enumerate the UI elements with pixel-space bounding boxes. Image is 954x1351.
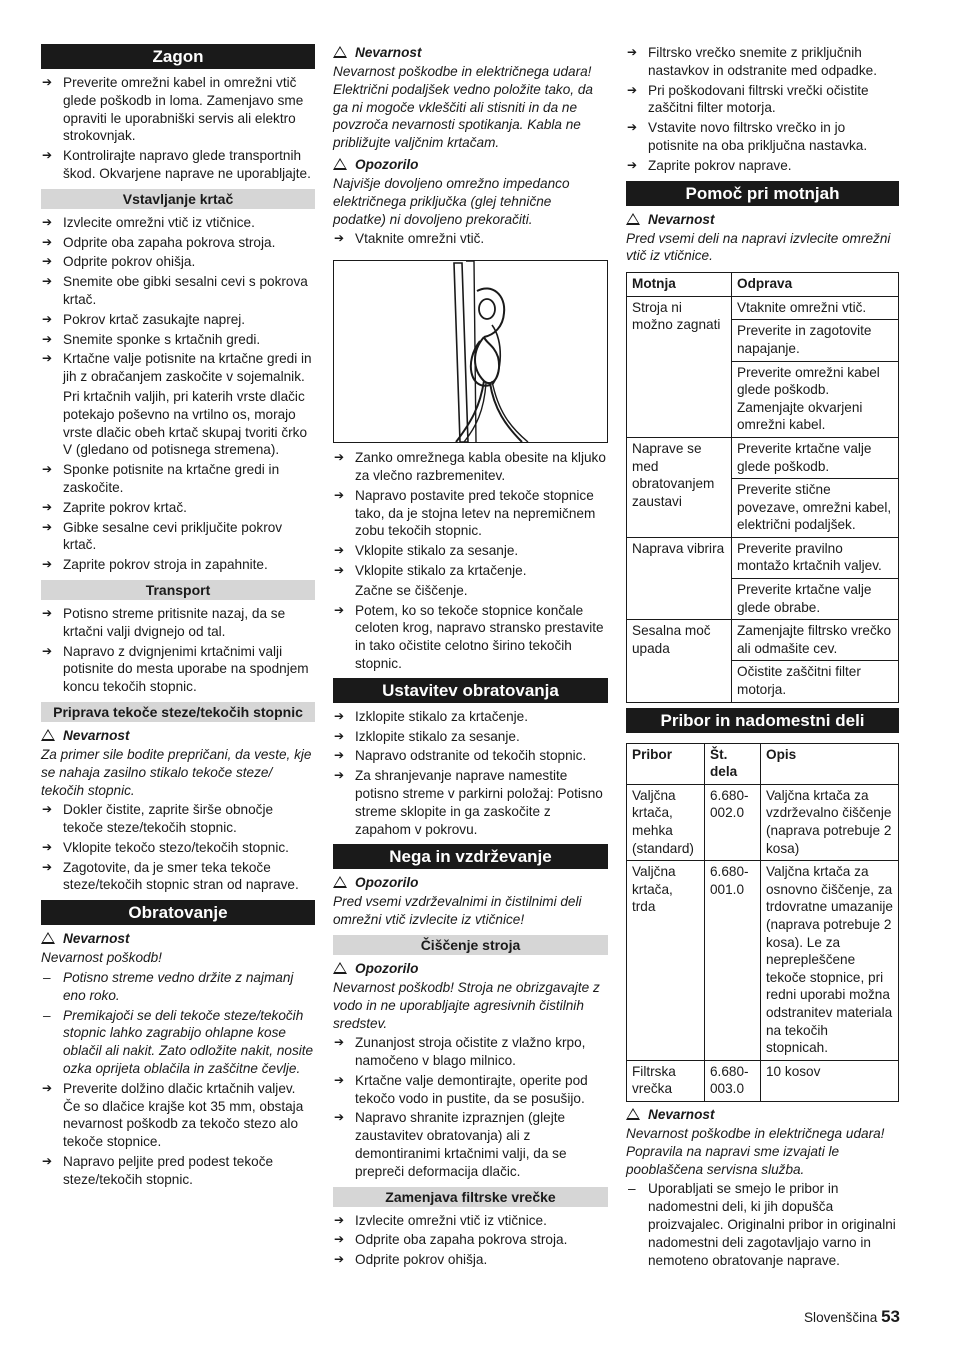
list-item: ➔ Odprite pokrov ohišja. <box>41 253 315 271</box>
table-row <box>627 784 899 860</box>
section-heading-ustavitev: Ustavitev obratovanja <box>333 678 608 703</box>
table-header: Pribor <box>627 743 705 784</box>
list-item: ➔ Napravo shranite izpraznjen (glejte zaustavitev obratovanja) ali z demontiranimi krtačnimi valji, da se prepreči deformacija dlačic. <box>333 1109 608 1180</box>
arrow-list <box>41 461 315 574</box>
list-item: ➔ Napravo z dvignjenimi krtačnimi valji potisnite do mesta uporabe na spodnjem koncu tekočih stopnic. <box>41 643 315 696</box>
list-item: ➔ Za shranjevanje naprave namestite potisno streme v parkirni položaj: Potisno streme sklopite in ga zaskočite z zapahom v pokrovu. <box>333 767 608 838</box>
continuation-text: Pri krtačnih valjih, pri katerih vrste dlačic potekajo poševno na vrtilno os, morajo vrste dlačic obeh krtač skupaj tvoriti črko V (gledano od potisnega stremena). <box>63 388 308 458</box>
warning-text: Za primer sile bodite prepričani, da veste, kje se nahaja zasilno stikalo tekoče steze/ tekočih stopnic. <box>41 746 312 798</box>
column-1 <box>41 44 315 1191</box>
table-cell: Valjčna krtača za osnovno čiščenje, za trdovratne umazanije (naprava potrebuje 2 kosa). Le za neprepleščene tekoče stopnice, pri redni uporabi možna odstranitev materiala na tekočih stopnicah. <box>761 861 899 1061</box>
warning-triangle-icon <box>333 962 347 974</box>
list-item: ➔ Filtrsko vrečko snemite z priključnih nastavkov in odstranite med odpadke. <box>626 44 899 80</box>
list-item: ➔ Preverite dolžino dlačic krtačnih valjev. Če so dlačice krajše kot 35 mm, obstaja nevarnost poškodb za tekočo stezo alo tekoče stopnice. <box>41 1080 315 1151</box>
warning-text: Pred vsemi vzdrževalnimi in čistilnimi deli omrežni vtič izvlecite iz vtičnice! <box>333 894 582 928</box>
warning-title: Opozorilo <box>333 874 608 892</box>
table-cell: Valjčna krtača za vzdrževalno čiščenje (naprava potrebuje 2 kosa) <box>761 784 899 860</box>
continuation-text: Začne se čiščenje. <box>355 582 468 598</box>
table-header: Motnja <box>627 273 732 297</box>
list-item: ➔ Zagotovite, da je smer teka tekoče steze/tekočih stopnic stran od naprave. <box>41 859 315 895</box>
subheading-ciscenje: Čiščenje stroja <box>333 935 608 955</box>
cable-hook-drawing <box>334 261 607 442</box>
list-item: ➔ Gibke sesalne cevi priključite pokrov krtač. <box>41 519 315 555</box>
arrow-list <box>41 74 315 183</box>
remedy-cell: Preverite stične povezave, omrežni kabel, električni podaljšek. <box>732 479 899 538</box>
table-row <box>627 620 899 661</box>
list-item: – Uporabljati se smejo le pribor in nadomestni deli, ki jih dopušča proizvajalec. Originalni pribor in originalni nadomestni deli zagotavljajo varno in nemoteno obratovanje naprave. <box>626 1180 899 1269</box>
list-item: ➔ Kontrolirajte napravo glede transportnih škod. Okvarjene naprave ne uporabljajte. <box>41 147 315 183</box>
list-item: ➔ Odprite oba zapaha pokrova stroja. <box>41 234 315 252</box>
page-number: 53 <box>881 1307 900 1326</box>
section-heading-pomoc: Pomoč pri motnjah <box>626 181 899 206</box>
warning-text: Nevarnost poškodb! <box>41 950 162 966</box>
warning-title: Opozorilo <box>333 960 608 978</box>
section-heading-pribor: Pribor in nadomestni deli <box>626 708 899 733</box>
remedy-cell: Vtaknite omrežni vtič. <box>732 296 899 320</box>
list-item: ➔ Snemite obe gibki sesalni cevi s pokrova krtač. <box>41 273 315 309</box>
warning-triangle-icon <box>333 46 347 58</box>
list-item: ➔ Zanko omrežnega kabla obesite na kljuko za vlečno razbremenitev. <box>333 449 608 485</box>
table-cell: Valjčna krtača, mehka (standard) <box>627 784 705 860</box>
remedy-cell: Preverite pravilno montažo krtačnih valjev. <box>732 537 899 578</box>
warning-title: Opozorilo <box>333 156 608 174</box>
warning-title: Nevarnost <box>41 727 315 745</box>
table-cell: 6.680-002.0 <box>705 784 761 860</box>
table-row <box>627 1060 899 1101</box>
table-row <box>627 861 899 1061</box>
list-item: ➔ Zaprite pokrov krtač. <box>41 499 315 517</box>
list-item: ➔ Vklopite stikalo za sesanje. <box>333 542 608 560</box>
table-cell: Filtrska vrečka <box>627 1060 705 1101</box>
warning-triangle-icon <box>41 729 55 741</box>
warning-text: Nevarnost poškodb! Stroja ne obrizgavajte z vodo in ne uporabljajte agresivnih čistilnih sredstev. <box>333 979 600 1031</box>
warning-title: Nevarnost <box>626 1106 899 1124</box>
warning-title: Nevarnost <box>41 930 315 948</box>
list-item: ➔ Snemite sponke s krtačnih gredi. <box>41 331 315 349</box>
warning-title: Nevarnost <box>333 44 608 62</box>
dash-list <box>626 1180 899 1269</box>
subheading-zamenjava: Zamenjava filtrske vrečke <box>333 1187 608 1207</box>
fault-cell: Naprave se med obratovanjem zaustavi <box>627 437 732 537</box>
list-item: ➔ Napravo postavite pred tekoče stopnice tako, da je stojna letev na nepremičnem zobu tekočih stopnic. <box>333 487 608 540</box>
warning-triangle-icon <box>626 1108 640 1120</box>
list-item: – Premikajoči se deli tekoče steze/tekočih stopnic lahko zagrabijo ohlapne kose oblačil ali nakit. Zato odložite nakit, nosite ozka oprijeta oblačila in zaščitne čevlje. <box>41 1007 315 1078</box>
list-item: ➔ Potem, ko so tekoče stopnice končale celoten krog, napravo stransko prestavite in tako očistite celotno širino tekočih stopnic. <box>333 602 608 673</box>
arrow-list <box>333 708 608 839</box>
remedy-cell: Očistite zaščitni filter motorja. <box>732 661 899 702</box>
list-item: ➔ Izvlecite omrežni vtič iz vtičnice. <box>41 214 315 232</box>
table-cell: 6.680-001.0 <box>705 861 761 1061</box>
list-item: ➔ Dokler čistite, zaprite širše obnočje tekoče steze/tekočih stopnic. <box>41 801 315 837</box>
list-item: ➔ Izvlecite omrežni vtič iz vtičnice. <box>333 1212 608 1230</box>
table-row <box>627 537 899 578</box>
fault-cell: Naprava vibrira <box>627 537 732 619</box>
list-item: ➔ Odprite pokrov ohišja. <box>333 1251 608 1269</box>
arrow-list <box>333 449 608 580</box>
fault-cell: Sesalna moč upada <box>627 620 732 702</box>
page-footer <box>804 1307 900 1327</box>
warning-text: Najvišje dovoljeno omrežno impedanco električnega priključka (glej tehnične podatke) ni dovoljeno prekoračiti. <box>333 175 570 227</box>
table-header: Opis <box>761 743 899 784</box>
warning-triangle-icon <box>333 158 347 170</box>
arrow-list <box>41 801 315 894</box>
arrow-list <box>41 605 315 696</box>
list-item: ➔ Sponke potisnite na krtačne gredi in zaskočite. <box>41 461 315 497</box>
table-cell: 6.680-003.0 <box>705 1060 761 1101</box>
subheading-transport: Transport <box>41 580 315 600</box>
list-item: ➔ Pri poškodovani filtrski vrečki očistite zaščitni filter motorja. <box>626 82 899 118</box>
section-heading-nega: Nega in vzdrževanje <box>333 844 608 869</box>
list-item: – Potisno streme vedno držite z najmanj eno roko. <box>41 969 315 1005</box>
table-header: Odprava <box>732 273 899 297</box>
table-cell: Valjčna krtača, trda <box>627 861 705 1061</box>
remedy-cell: Zamenjajte filtrsko vrečko ali odmašite cev. <box>732 620 899 661</box>
arrow-list <box>333 230 608 248</box>
warning-text: Pred vsemi deli na napravi izvlecite omrežni vtič iz vtičnice. <box>626 230 891 264</box>
table-cell: 10 kosov <box>761 1060 899 1101</box>
table-header: Št. dela <box>705 743 761 784</box>
section-heading-obratovanje: Obratovanje <box>41 900 315 925</box>
list-item: ➔ Izklopite stikalo za sesanje. <box>333 728 608 746</box>
table-row <box>627 437 899 478</box>
list-item: ➔ Pokrov krtač zasukajte naprej. <box>41 311 315 329</box>
column-2 <box>333 44 608 1271</box>
list-item: ➔ Napravo odstranite od tekočih stopnic. <box>333 747 608 765</box>
table-row <box>627 296 899 320</box>
arrow-list <box>333 1212 608 1269</box>
list-item: ➔ Krtačne valje potisnite na krtačne gredi in jih z obračanjem zaskočite v sojemalnik. <box>41 350 315 386</box>
remedy-cell: Preverite in zagotovite napajanje. <box>732 320 899 361</box>
accessories-table <box>626 743 899 1102</box>
warning-text: Nevarnost poškodbe in električnega udara! Popravila na napravi sme izvajati le pooblaščena servisna služba. <box>626 1125 885 1177</box>
list-item: ➔ Odprite oba zapaha pokrova stroja. <box>333 1231 608 1249</box>
footer-language: Slovenščina <box>803 1310 878 1325</box>
list-item: ➔ Vstavite novo filtrsko vrečko in jo potisnite na oba priključna nastavka. <box>626 119 899 155</box>
arrow-list <box>626 44 899 175</box>
list-item: ➔ Napravo peljite pred podest tekoče steze/tekočih stopnic. <box>41 1153 315 1189</box>
list-item: ➔ Vklopite tekočo stezo/tekočih stopnic. <box>41 839 315 857</box>
list-item: ➔ Zunanjost stroja očistite z vlažno krpo, namočeno v blago milnico. <box>333 1034 608 1070</box>
list-item: ➔ Vklopite stikalo za krtačenje. <box>333 562 608 580</box>
list-item: ➔ Vtaknite omrežni vtič. <box>333 230 608 248</box>
arrow-list <box>41 214 315 386</box>
arrow-list <box>333 602 608 673</box>
warning-text: Nevarnost poškodbe in električnega udara! Električni podaljšek vedno položite tako, da ga ni mogoče vkleščiti ali stisniti in da ne povzroča nevarnosti spotikanja. Kabla ne približujte valjčnim krtačam. <box>333 64 593 151</box>
list-item: ➔ Izklopite stikalo za krtačenje. <box>333 708 608 726</box>
warning-triangle-icon <box>333 876 347 888</box>
cable-hook-illustration <box>333 260 608 443</box>
warning-title: Nevarnost <box>626 211 899 229</box>
troubleshooting-table <box>626 272 899 702</box>
arrow-list <box>41 1080 315 1189</box>
column-3 <box>626 44 899 1271</box>
list-item: ➔ Preverite omrežni kabel in omrežni vtič glede poškodb in loma. Zamenjavo sme opraviti le uporabniški servis ali elektro strokovnjak. <box>41 74 315 145</box>
remedy-cell: Preverite omrežni kabel glede poškodb. Zamenjajte okvarjeni omrežni kabel. <box>732 361 899 437</box>
subheading-priprava: Priprava tekoče steze/tekočih stopnic <box>41 702 315 722</box>
list-item: ➔ Krtačne valje demontirajte, operite pod tekočo vodo in pustite, da se posušijo. <box>333 1072 608 1108</box>
section-heading-zagon: Zagon <box>41 44 315 69</box>
warning-triangle-icon <box>41 932 55 944</box>
remedy-cell: Preverite krtačne valje glede poškodb. <box>732 437 899 478</box>
warning-triangle-icon <box>626 213 640 225</box>
remedy-cell: Preverite krtačne valje glede obrabe. <box>732 579 899 620</box>
dash-list <box>41 969 315 1078</box>
list-item: ➔ Zaprite pokrov naprave. <box>626 157 899 175</box>
list-item: ➔ Zaprite pokrov stroja in zapahnite. <box>41 556 315 574</box>
list-item: ➔ Potisno streme pritisnite nazaj, da se krtačni valji dvignejo od tal. <box>41 605 315 641</box>
fault-cell: Stroja ni možno zagnati <box>627 296 732 437</box>
subheading-vstavljanje: Vstavljanje krtač <box>41 189 315 209</box>
arrow-list <box>333 1034 608 1180</box>
